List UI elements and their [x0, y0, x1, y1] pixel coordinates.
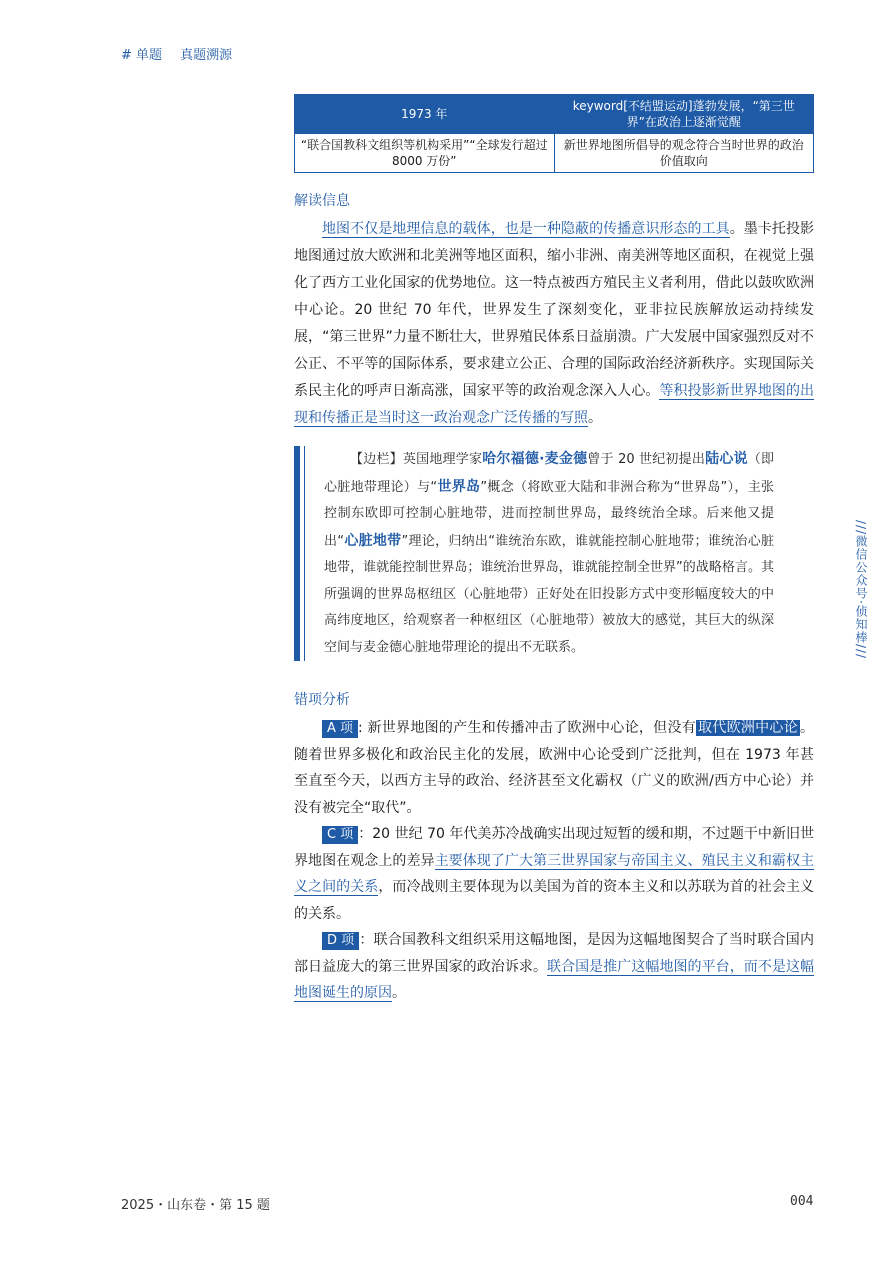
table-cell-year: 1973 年 — [295, 95, 555, 134]
info-table — [294, 94, 814, 173]
item-text: ：20 世纪 70 年代美苏冷战确实出现过短暂的缓和期，不过题干中新旧世界地图在观念上的差异 — [294, 826, 814, 869]
sidebar-box — [294, 446, 814, 661]
header-tag: # 单题 — [121, 48, 163, 63]
keyword: 心脏地带 — [344, 532, 402, 549]
item-text: 。随着世界多极化和政治民主化的发展，欧洲中心论受到广泛批判，但在 1973 年甚至直至今天，以西方主导的政治、经济甚至文化霸权（广义的欧洲/西方中心论）并没有被完全“取代”。 — [294, 720, 815, 816]
side-watermark: ///微信公众号·侦知棒/// — [854, 520, 868, 660]
underline-text: 地图不仅是地理信息的载体，也是一种隐蔽的传播意识形态的工具 — [322, 221, 730, 237]
table-cell-conclusion: 新世界地图所倡导的观念符合当时世界的政治价值取向 — [554, 134, 814, 173]
page-header — [121, 44, 246, 63]
sidebar-text: （即心脏地带理论）与“ — [324, 452, 774, 495]
sidebar-text: 【边栏】英国地理学家 — [350, 452, 483, 467]
keyword: 世界岛 — [437, 478, 481, 495]
reading-text: 。墨卡托投影地图通过放大欧洲和北美洲等地区面积，缩小非洲、南美洲等地区面积，在视觉上强化了西方工业化国家的优势地位。这一特点被西方殖民主义者利用，借此以鼓吹欧洲中心论。20 世纪 70 年代，世界发生了深刻变化，亚非拉民族解放运动持续发展，“第三世界”力量不断壮大，世界殖民体系日益崩溃。广大发展中国家强烈反对不公正、不平等的国际体系，要求建立公正、合理的国际政治经济新秩序。实现国际关系民主化的呼声日渐高涨，国家平等的政治观念深入人心。 — [294, 221, 815, 399]
badge-a: A 项 — [322, 720, 358, 738]
table-cell-keyword: keyword[不结盟运动]蓬勃发展，“第三世界”在政治上逐渐觉醒 — [554, 95, 814, 134]
highlight-text: 取代欧洲中心论 — [698, 720, 799, 736]
table-row — [295, 95, 814, 134]
footer-source: 2025・山东卷・第 15 题 — [121, 1198, 270, 1213]
underline-text: 联合国是推广这幅地图的平台，而不是这幅地图诞生的原因 — [294, 958, 814, 1001]
underline-text: 主要体现了广大第三世界国家与帝国主义、殖民主义和霸权主义之间的关系 — [294, 852, 815, 895]
badge-d: D 项 — [322, 932, 359, 950]
page-number: 004 — [790, 1194, 814, 1209]
badge-c: C 项 — [322, 826, 358, 844]
reading-end: 。 — [588, 410, 602, 426]
item-text: : 新世界地图的产生和传播冲击了欧洲中心论，但没有 — [358, 720, 697, 736]
item-d — [294, 927, 814, 1007]
error-title: 错项分析 — [294, 692, 350, 708]
header-title: 真题溯源 — [180, 48, 233, 63]
reading-paragraph — [294, 216, 814, 432]
table-row — [295, 134, 814, 173]
sidebar-paragraph — [324, 446, 774, 661]
main-content — [294, 190, 814, 1007]
sidebar-text: 曾于 20 世纪初提出 — [587, 452, 706, 467]
item-text: ：联合国教科文组织采用这幅地图，是因为这幅地图契合了当时联合国内部日益庞大的第三世界国家的政治诉求。 — [294, 932, 814, 975]
item-c — [294, 821, 814, 927]
sidebar-text: ”理论，归纳出“谁统治东欧，谁就能控制心脏地带；谁统治心脏地带，谁就能控制世界岛；谁统治世界岛，谁就能控制全世界”的战略格言。其所强调的世界岛枢纽区（心脏地带）正好处在旧投影方式中变形幅度较大的中高纬度地区，给观察者一种枢纽区（心脏地带）被放大的感觉，其巨大的纵深空间与麦金德心脏地带理论的提出不无联系。 — [324, 533, 774, 655]
item-text: 。 — [392, 985, 406, 1001]
keyword: 哈尔福德·麦金德 — [482, 451, 588, 467]
reading-title: 解读信息 — [294, 193, 350, 209]
item-text: ，而冷战则主要体现为以美国为首的资本主义和以苏联为首的社会主义的关系。 — [294, 879, 815, 922]
underline-text: 等积投影新世界地图的出现和传播正是当时这一政治观念广泛传播的写照 — [294, 383, 815, 426]
keyword: 陆心说 — [705, 451, 748, 467]
table-cell-evidence: “联合国教科文组织等机构采用”“全球发行超过 8000 万份” — [295, 134, 555, 173]
error-analysis — [294, 689, 814, 1007]
item-a — [294, 715, 814, 821]
sidebar-text: ”概念（将欧亚大陆和非洲合称为“世界岛”），主张控制东欧即可控制心脏地带，进而控制世界岛，最终统治全球。后来他又提出“ — [324, 479, 775, 549]
